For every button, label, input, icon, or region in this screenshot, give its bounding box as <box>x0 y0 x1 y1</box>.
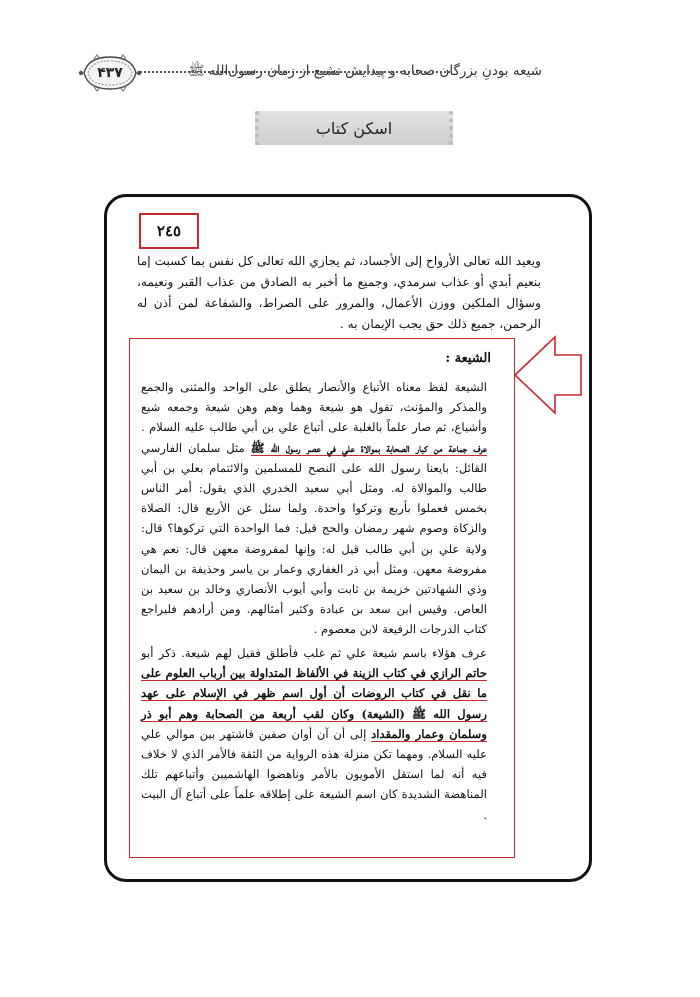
box-paragraph-1 <box>141 377 487 640</box>
box-p1-text: الشيعة لفظ معناه الأتباع والأنصار يطلق على الواحد والمثنى والجمع والمذكر والمؤنث، تقول هو شيعة وهما وهم وهن شيعة وجمعه شيع وأشياع، ثم صار علماً بالغلبة على أتباع علي بن أبي طالب عليه السلام . <box>141 380 487 435</box>
box-p1-highlight: عرف جماعة من كبار الصحابة بموالاة علي في عصر رسول الله ﷺ <box>250 440 487 455</box>
box-p1-continuation: مثل سلمان الفارسي القائل: بايعنا رسول الله على النصح للمسلمين والائتمام بعلي بن أبي طالب والموالاة له. ومثل أبي سعيد الخدري الذي يقول: أمر الناس بخمس فعملوا بأربع وتركوا واحدة. ولما سئل عن الأربع قال: الصلاة والزكاة وصوم شهر رمضان والحج قيل: فما الواحدة التي تركوها؟ قال: ولاية علي بن أبي طالب قيل له: وإنها لمفروضة معهن قال: نعم هي مفروضة معهن. ومثل أبي ذر الغفاري وعمار بن ياسر وحذيفة بن اليمان وذي الشهادتين خزيمة بن ثابت وأبي أيوب الأنصاري وخالد بن سعيد بن العاص. وقيس ابن سعد بن عبادة وكثير أمثالهم. ومن أرادهم فليراجع كتاب الدرجات الرفيعة لابن معصوم . <box>141 440 487 637</box>
box-p2-lead: عرف هؤلاء باسم شيعة علي ثم غلب فأطلق فقيل لهم شيعة. ذكر أبو <box>141 646 487 660</box>
page-number: ۴۳۷ <box>97 65 123 81</box>
section-heading: الشيعة : <box>445 351 491 366</box>
pointer-arrow <box>511 333 583 417</box>
box-p2-highlight: حاتم الرازي في كتاب الزينة في الألفاظ المتداولة بين أرباب العلوم على ما نقل في كتاب الروضات أن أول اسم ظهر في الإسلام على عهد رسول الله ﷺ (الشيعة) وكان لقب أربعة من الصحابة وهم أبو ذر وسلمان وعمار والمقداد <box>141 666 487 741</box>
box-paragraph-2 <box>141 643 487 825</box>
scanned-page-number: ٢٤٥ <box>139 213 199 249</box>
header-dotted-rule <box>140 71 450 73</box>
running-header-title: شیعه بودنِ بزرگان صحابه و پیدایش تشیع از زمان رسول‌الله ﷺ <box>188 63 542 79</box>
box-p2-continuation: إلى أن آن أوان صفين فاشتهر بين موالي علي عليه السلام. ومهما تكن منزلة هذه الرواية من الثقة فالأمر الذي لا خلاف فيه أنه لما استقل الأمويون بالأمر وناهضوا الهاشميين وأتباعهم تلك المناهضة الشديدة كان اسم الشيعة على إطلاقه علماً على أتباع آل البيت . <box>141 726 487 822</box>
scanned-intro-paragraph: ويعيد الله تعالى الأرواح إلى الأجساد، ثم يجازي الله تعالى كل نفس بما كسبت إما بنعيم أبدي أو عذاب سرمدي، وجميع ما أخبر به الصادق من عذاب القبر ونعيمه، وسؤال الملكين ووزن الأعمال، والمرور على الصراط، والشفاعة لمن أذن له الرحمن، جميع ذلك حق يجب الإيمان به . <box>137 254 541 331</box>
scanned-page-frame <box>104 194 592 882</box>
scan-label-banner: اسکن کتاب <box>255 111 453 145</box>
